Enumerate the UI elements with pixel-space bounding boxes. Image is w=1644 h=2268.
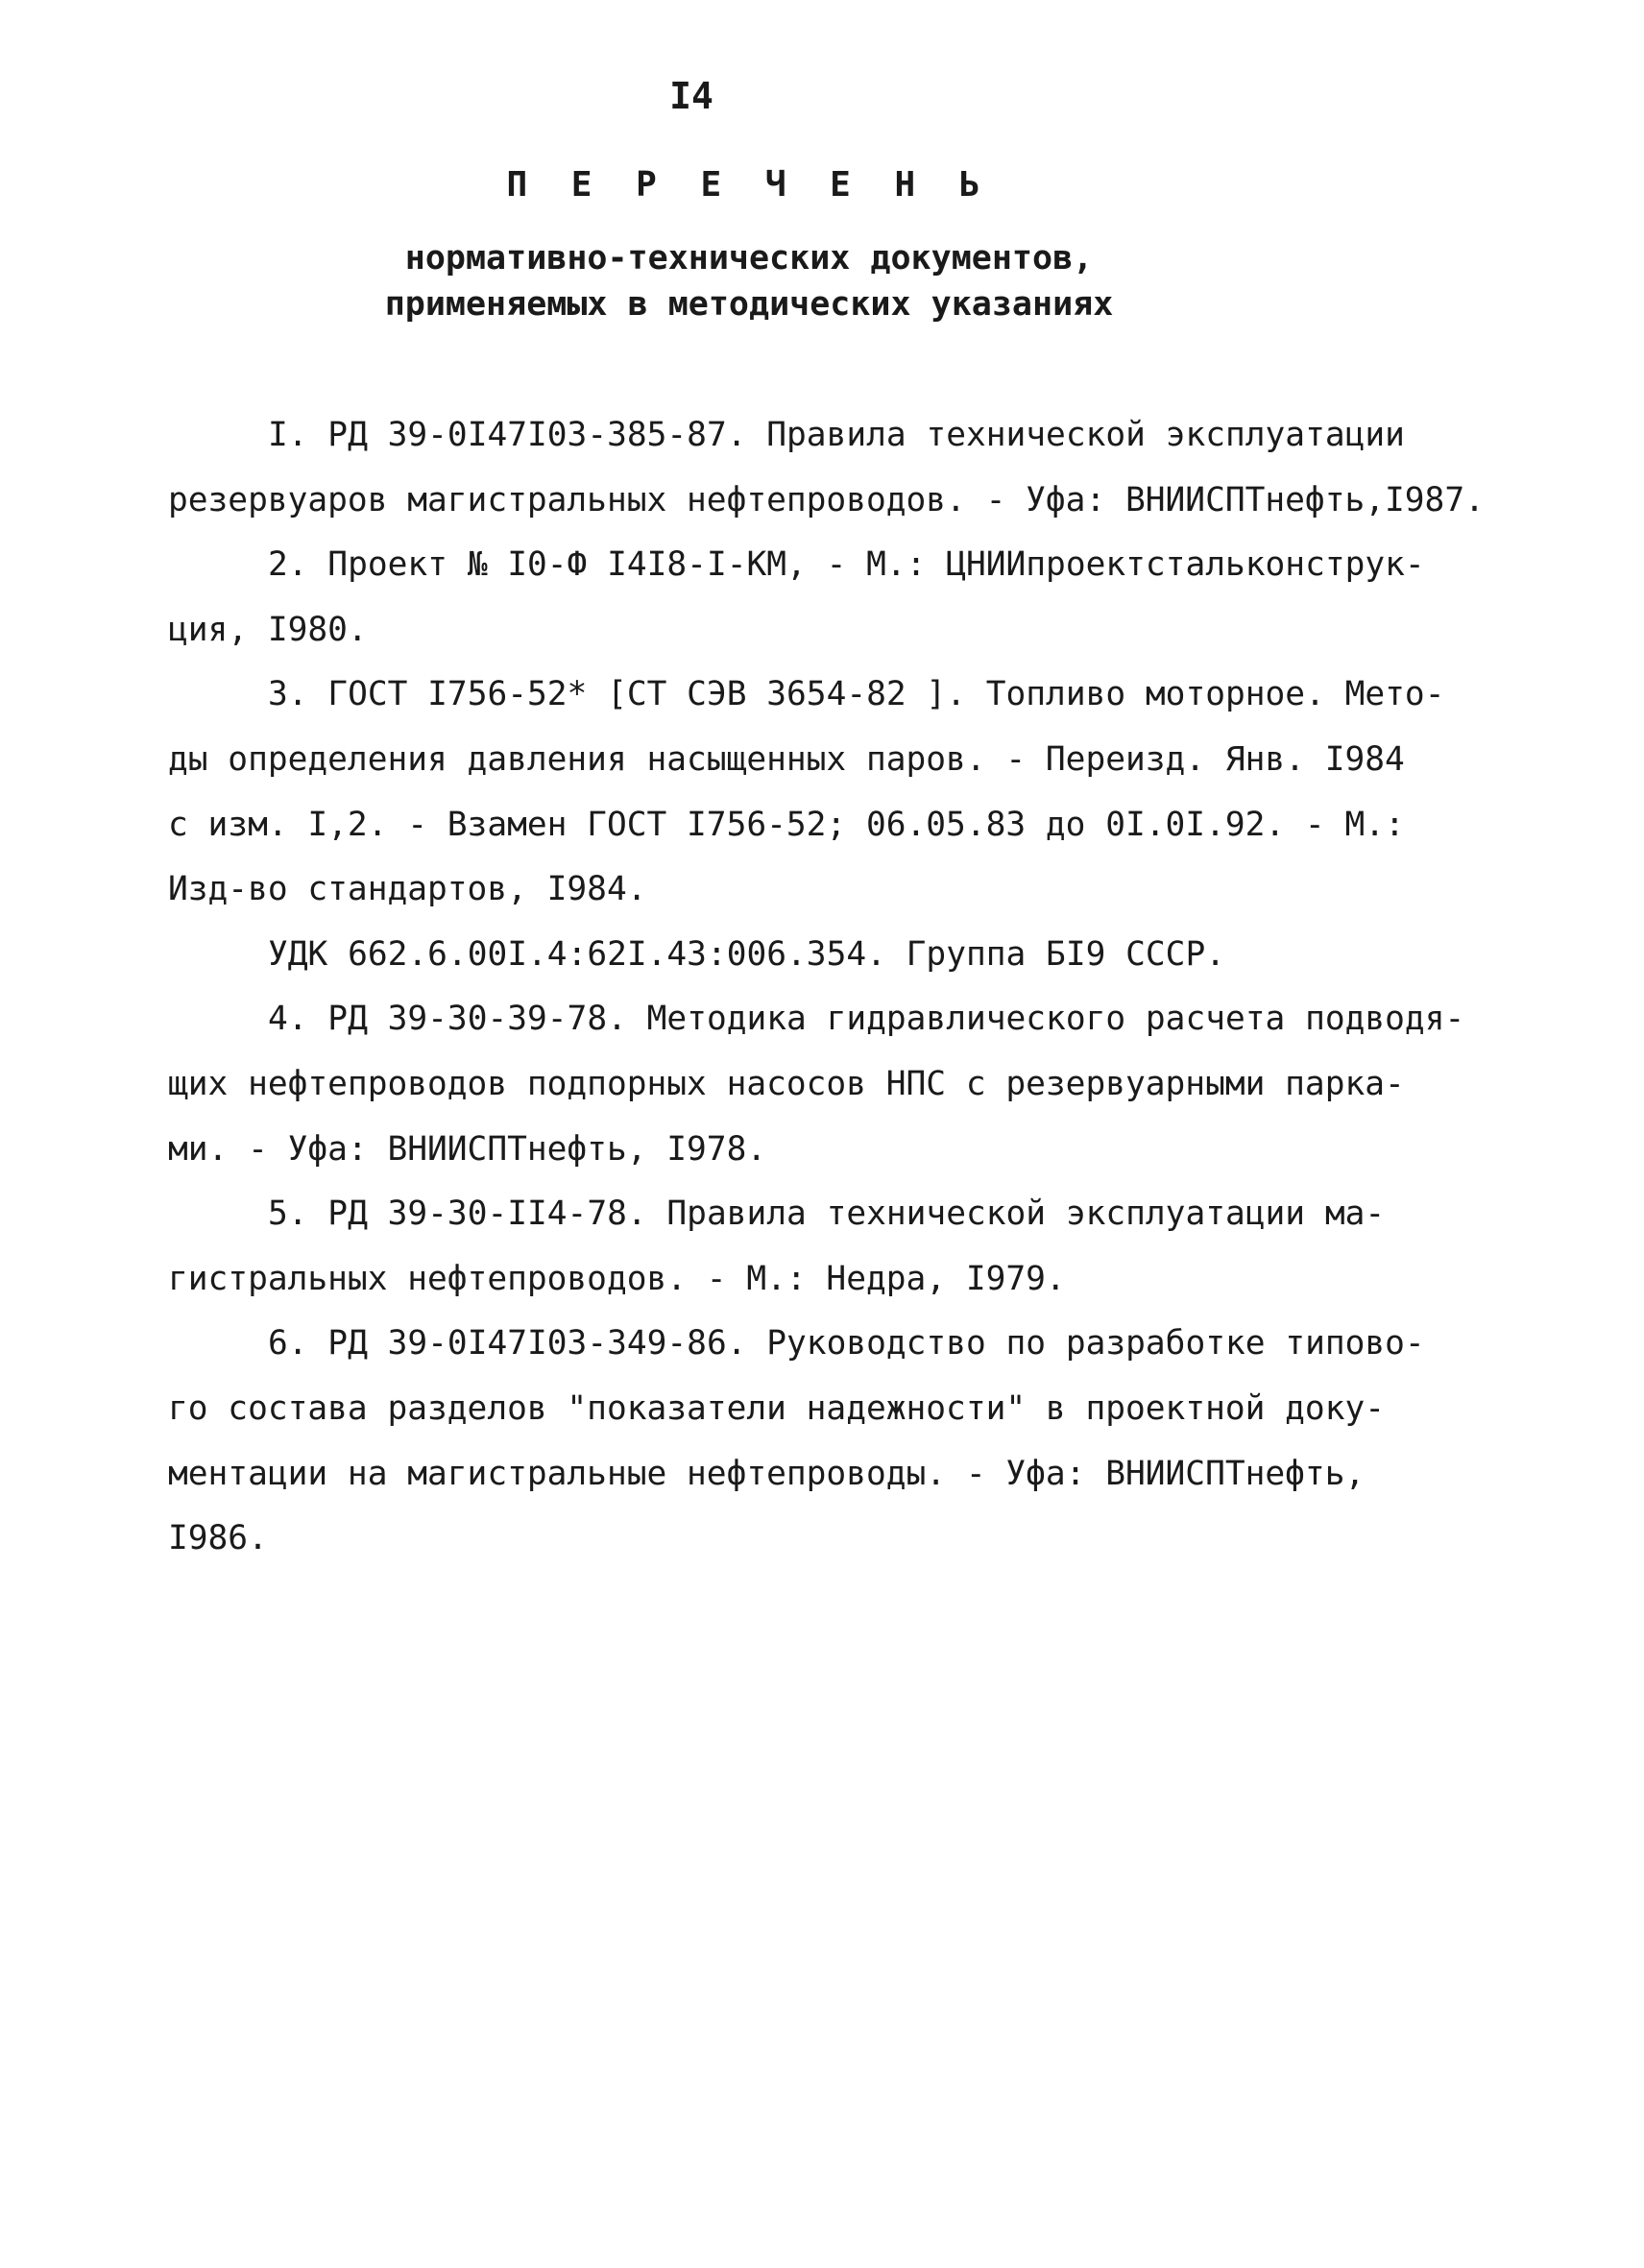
reference-entry-udc (168, 923, 1460, 988)
entry-line: ды определения давления насыщенных паров. - Переизд. Янв. I984 (168, 739, 1405, 779)
entry-line: ментации на магистральные нефтепроводы. - Уфа: ВНИИСПТнефть, (168, 1454, 1366, 1493)
entry-line: 4. РД 39-30-39-78. Методика гидравлического расчета подводя- (268, 1000, 1465, 1039)
subtitle-line: нормативно-технических документов, (404, 239, 1094, 277)
entry-line: с изм. I,2. - Взамен ГОСТ I756-52; 06.05.83 до 0I.0I.92. - М.: (168, 805, 1405, 844)
entry-line: 3. ГОСТ I756-52* [СТ СЭВ 3654-82 ]. Топливо моторное. Мето- (268, 675, 1445, 714)
entry-line: I986. (168, 1519, 268, 1558)
entry-line: I. РД 39-0I47I03-385-87. Правила технической эксплуатации (268, 416, 1405, 454)
entry-line: го состава разделов "показатели надежности" в проектной доку- (168, 1388, 1386, 1428)
entry-line: гистральных нефтепроводов. - М.: Недра, I979. (168, 1259, 1066, 1298)
page-number: I4 (669, 75, 713, 117)
entry-line: 2. Проект № I0-Ф I4I8-I-КМ, - М.: ЦНИИпроектстальконструк- (268, 545, 1425, 585)
reference-entry-3 (168, 663, 1460, 922)
subtitle-line: применяемых в методических указаниях (384, 285, 1114, 324)
entry-line: УДК 662.6.00I.4:62I.43:006.354. Группа БI9 СССР. (268, 934, 1225, 974)
reference-entry-1 (168, 403, 1485, 533)
reference-entry-4 (168, 987, 1465, 1182)
entry-line: ми. - Уфа: ВНИИСПТнефть, I978. (168, 1129, 767, 1169)
reference-entry-5 (168, 1182, 1460, 1312)
entry-line: 5. РД 39-30-II4-78. Правила технической эксплуатации ма- (268, 1194, 1386, 1234)
reference-entry-2 (168, 533, 1460, 663)
entry-line: Изд-во стандартов, I984. (168, 870, 647, 909)
reference-entry-6 (168, 1312, 1460, 1571)
document-subtitle (0, 235, 1498, 327)
entry-line: ция, I980. (168, 610, 368, 649)
entry-line: 6. РД 39-0I47I03-349-86. Руководство по разработке типово- (268, 1324, 1425, 1363)
entry-line: щих нефтепроводов подпорных насосов НПС с резервуарными парка- (168, 1064, 1405, 1103)
reference-list (168, 403, 1485, 1572)
document-title: П Е Р Е Ч Е Н Ь (506, 165, 992, 205)
entry-line: резервуаров магистральных нефтепроводов. - Уфа: ВНИИСПТнефть,I987. (168, 480, 1485, 519)
